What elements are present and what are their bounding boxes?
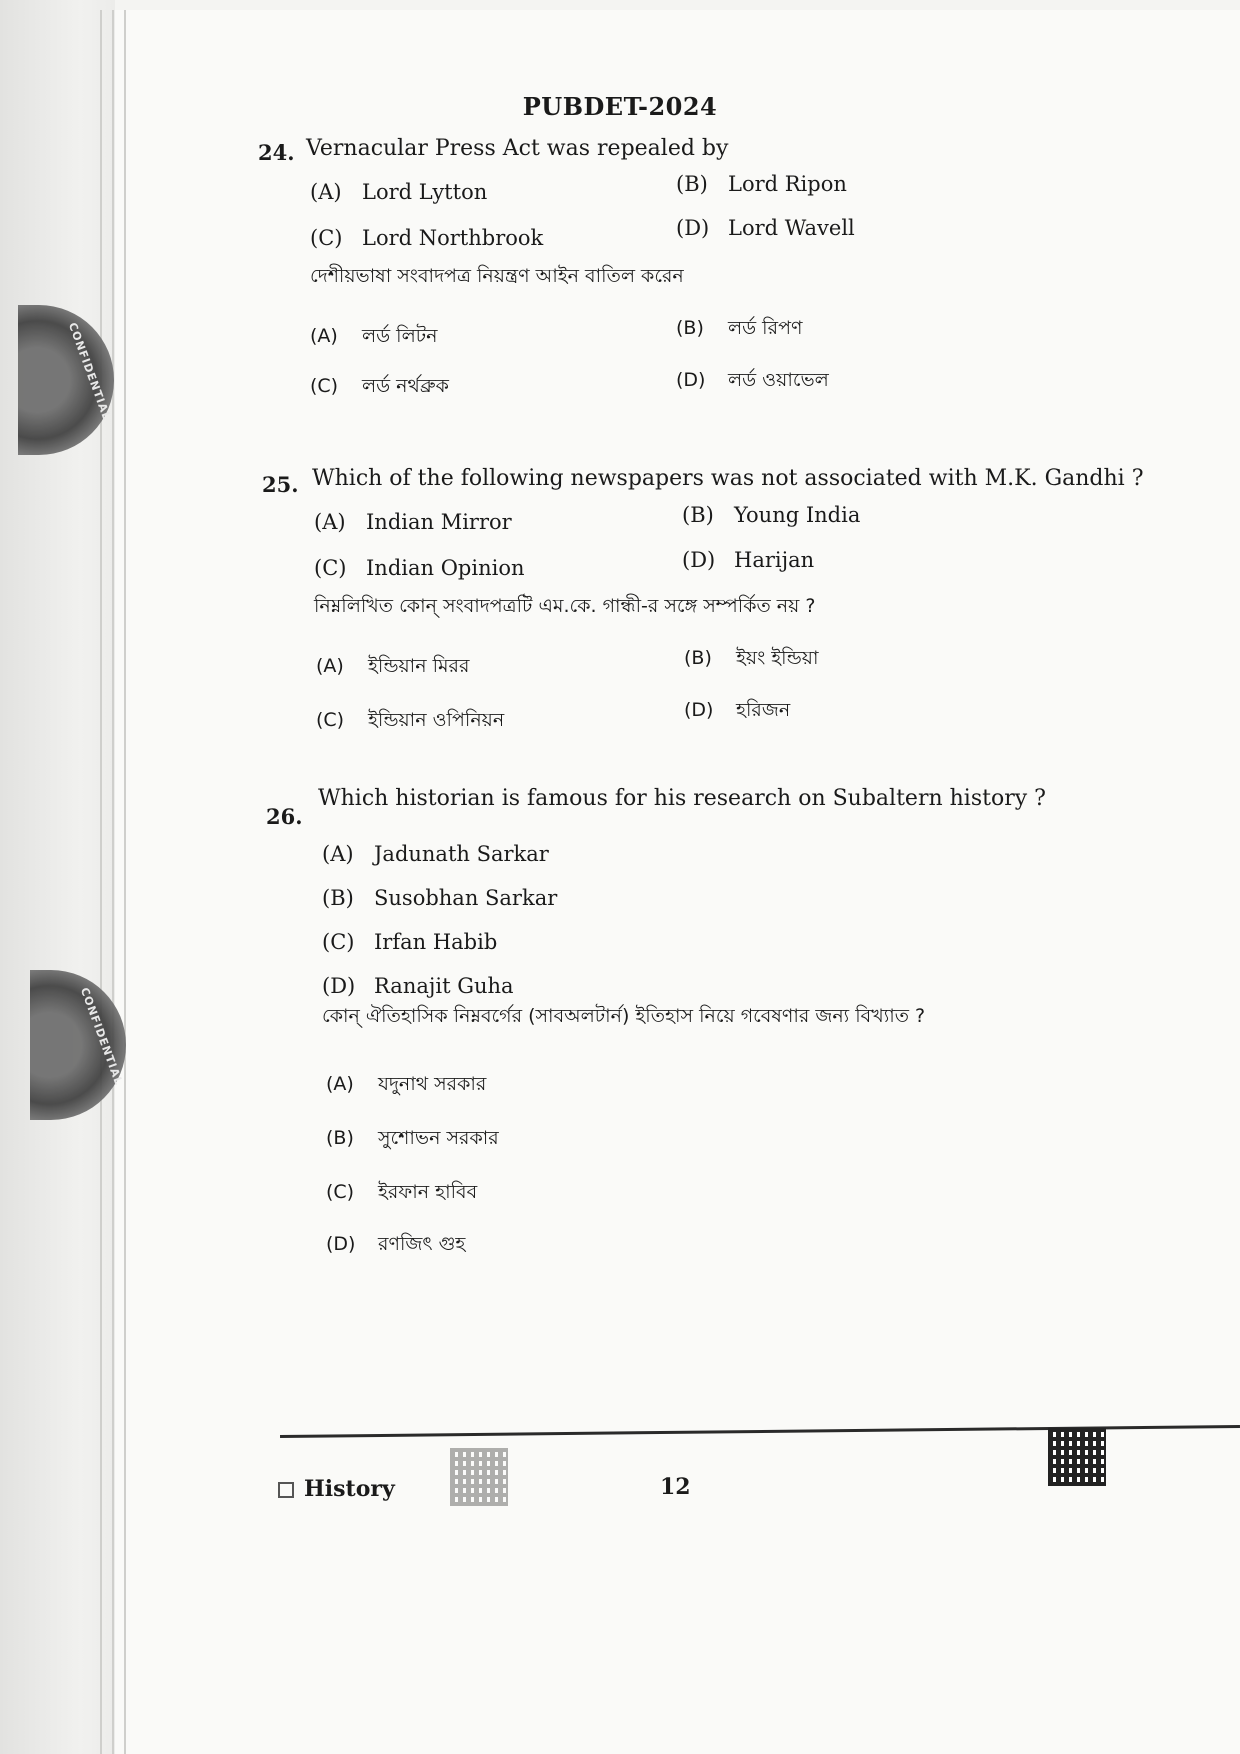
option-text: Ranajit Guha — [374, 974, 514, 998]
option-label: (B) — [676, 317, 704, 339]
option-b-en[interactable] — [682, 503, 860, 527]
option-text: Harijan — [734, 548, 815, 572]
option-text: লর্ড নর্থব্রুক — [362, 375, 449, 397]
option-text: ইন্ডিয়ান ওপিনিয়ন — [368, 709, 505, 731]
option-text: Indian Opinion — [366, 556, 525, 580]
option-label: (C) — [322, 930, 355, 954]
page-number: 12 — [660, 1474, 691, 1500]
option-b-bn[interactable] — [676, 314, 802, 346]
option-text: যদুনাথ সরকার — [378, 1073, 487, 1095]
footer-subject — [278, 1476, 395, 1502]
option-label: (B) — [682, 503, 714, 527]
option-label: (A) — [316, 655, 344, 677]
option-a-en[interactable] — [310, 180, 487, 204]
option-b-bn[interactable] — [684, 644, 818, 676]
question-text-bn: কোন্ ঐতিহাসিক নিম্নবর্গের (সাবঅলটার্ন) ইতিহাস নিয়ে গবেষণার জন্য বিখ্যাত ? — [322, 1005, 926, 1027]
option-a-bn[interactable] — [316, 652, 469, 684]
page-edge — [112, 10, 114, 1754]
option-label: (A) — [322, 842, 354, 866]
option-text: Susobhan Sarkar — [374, 886, 558, 910]
option-label: (C) — [326, 1181, 355, 1203]
option-label: (B) — [684, 647, 712, 669]
option-label: (A) — [310, 180, 342, 204]
footer-subject-label: History — [304, 1476, 395, 1502]
option-label: (D) — [676, 216, 710, 240]
option-text: ইন্ডিয়ান মিরর — [368, 655, 470, 677]
option-label: (B) — [326, 1127, 354, 1149]
option-text: Indian Mirror — [366, 510, 512, 534]
question-text-en: Which of the following newspapers was not associated with M.K. Gandhi ? — [312, 466, 1144, 491]
option-label: (B) — [676, 172, 708, 196]
scanner-left-margin — [0, 0, 115, 1754]
option-a-en[interactable] — [322, 842, 549, 866]
option-label: (D) — [682, 548, 716, 572]
question-text-en: Which historian is famous for his research on Subaltern history ? — [318, 786, 1046, 811]
option-text: লর্ড লিটন — [362, 325, 438, 347]
question-text-bn: নিম্নলিখিত কোন্ সংবাদপত্রটি এম.কে. গান্ধী-র সঙ্গে সম্পর্কিত নয় ? — [314, 595, 816, 617]
question-number: 24. — [258, 140, 295, 165]
option-label: (A) — [310, 325, 338, 347]
question-number: 26. — [266, 804, 303, 829]
option-label: (A) — [326, 1073, 354, 1095]
option-text: লর্ড ওয়াভেল — [728, 369, 829, 391]
option-b-bn[interactable] — [326, 1124, 499, 1156]
option-text: ইয়ং ইন্ডিয়া — [736, 647, 819, 669]
option-text: লর্ড রিপণ — [728, 317, 803, 339]
page-edge — [100, 10, 102, 1754]
option-d-bn[interactable] — [684, 696, 790, 728]
option-c-en[interactable] — [310, 226, 543, 250]
option-label: (C) — [314, 556, 347, 580]
option-label: (C) — [316, 709, 345, 731]
option-text: Lord Ripon — [728, 172, 847, 196]
option-text: Lord Wavell — [728, 216, 855, 240]
confidential-stamp-label: CONFIDENTIAL — [65, 320, 114, 423]
option-label: (B) — [322, 886, 354, 910]
option-c-bn[interactable] — [316, 706, 504, 738]
option-label: (D) — [684, 699, 714, 721]
qr-code-icon — [450, 1448, 508, 1506]
option-b-en[interactable] — [676, 172, 847, 196]
option-d-bn[interactable] — [326, 1230, 465, 1262]
option-c-bn[interactable] — [326, 1178, 477, 1210]
option-label: (A) — [314, 510, 346, 534]
option-a-bn[interactable] — [326, 1070, 486, 1102]
option-d-en[interactable] — [322, 974, 514, 998]
option-d-bn[interactable] — [676, 366, 829, 398]
option-text: Lord Northbrook — [362, 226, 544, 250]
option-a-en[interactable] — [314, 510, 512, 534]
option-text: Lord Lytton — [362, 180, 488, 204]
question-number: 25. — [262, 472, 299, 497]
option-c-en[interactable] — [314, 556, 524, 580]
question-text-bn: দেশীয়ভাষা সংবাদপত্র নিয়ন্ত্রণ আইন বাতিল করেন — [310, 265, 684, 287]
option-text: ইরফান হাবিব — [378, 1181, 478, 1203]
option-d-en[interactable] — [682, 548, 814, 572]
option-label: (D) — [676, 369, 706, 391]
qr-code-icon — [1048, 1428, 1106, 1486]
option-c-bn[interactable] — [310, 372, 449, 404]
option-text: Irfan Habib — [374, 930, 498, 954]
option-label: (C) — [310, 226, 343, 250]
confidential-stamp-label: CONFIDENTIAL — [77, 985, 126, 1088]
option-label: (C) — [310, 375, 339, 397]
page-edge — [124, 10, 126, 1754]
option-label: (D) — [322, 974, 356, 998]
question-text-en: Vernacular Press Act was repealed by — [306, 136, 729, 161]
checkbox-square-icon — [278, 1482, 294, 1498]
option-text: Jadunath Sarkar — [374, 842, 549, 866]
option-text: রণজিৎ গুহ — [378, 1233, 466, 1255]
option-b-en[interactable] — [322, 886, 557, 910]
option-d-en[interactable] — [676, 216, 855, 240]
option-a-bn[interactable] — [310, 322, 437, 354]
option-text: হরিজন — [736, 699, 791, 721]
option-c-en[interactable] — [322, 930, 497, 954]
option-label: (D) — [326, 1233, 356, 1255]
option-text: সুশোভন সরকার — [378, 1127, 499, 1149]
option-text: Young India — [734, 503, 861, 527]
page-title: PUBDET-2024 — [522, 92, 718, 121]
